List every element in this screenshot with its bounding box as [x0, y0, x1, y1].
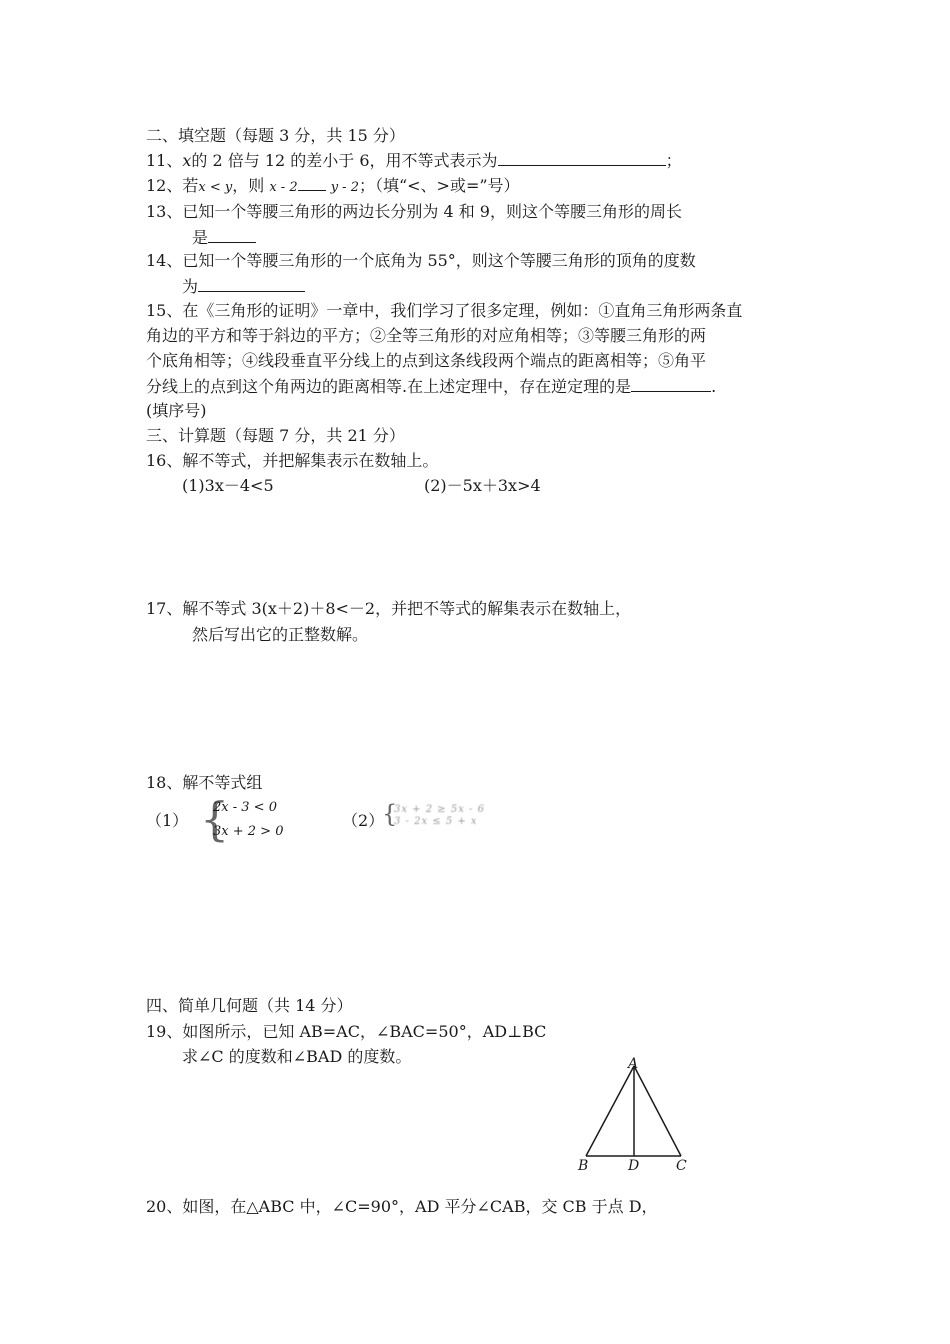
q11-number: 11、 — [146, 151, 183, 170]
question-15-line1: 15、在《三角形的证明》一章中，我们学习了很多定理，例如：①直角三角形两条直 — [146, 301, 743, 320]
vertex-label-a: A — [628, 1056, 639, 1072]
q18-part2-brace: { — [382, 800, 398, 828]
q18-part1-eq1: 2x - 3 < 0 — [213, 800, 277, 815]
side-ab — [586, 1066, 634, 1156]
q11-variable: x — [182, 151, 192, 170]
vertex-label-d: D — [628, 1158, 640, 1174]
q13-answer-blank[interactable] — [208, 226, 256, 243]
q15-line4-text: 分线上的点到这个角两边的距离相等.在上述定理中，存在逆定理的是 — [146, 377, 632, 396]
question-16-part2: (2)－5x＋3x>4 — [424, 476, 541, 495]
q18-part2-eq2: 3 - 2x ≤ 5 + x — [394, 816, 478, 827]
question-20-line1: 20、如图，在△ABC 中，∠C=90°，AD 平分∠CAB，交 CB 于点 D， — [146, 1197, 658, 1216]
q11-text: 的 2 倍与 12 的差小于 6，用不等式表示为 — [191, 151, 498, 170]
question-13-line2 — [192, 226, 256, 249]
question-19-line2: 求∠C 的度数和∠BAD 的度数。 — [182, 1047, 412, 1066]
q15-answer-blank[interactable] — [631, 375, 711, 392]
q11-answer-blank[interactable] — [498, 149, 666, 166]
question-15-line3: 个底角相等；④线段垂直平分线上的点到这条线段两个端点的距离相等；⑤角平 — [146, 351, 707, 370]
vertex-label-b: B — [578, 1158, 589, 1174]
q18-part1-brace: { — [200, 792, 230, 846]
q12-number: 12、若 — [146, 176, 199, 195]
question-17-line1: 17、解不等式 3(x＋2)＋8<－2，并把不等式的解集表示在数轴上， — [146, 599, 632, 618]
side-ac — [634, 1066, 681, 1156]
section-fill-header: 二、填空题（每题 3 分，共 15 分） — [146, 126, 405, 145]
question-17-line2: 然后写出它的正整数解。 — [192, 625, 369, 644]
question-14-line2 — [182, 275, 305, 298]
q12-left-expr: x - 2 — [269, 180, 298, 195]
q14-answer-blank[interactable] — [198, 275, 305, 292]
section-calc-header: 三、计算题（每题 7 分，共 21 分） — [146, 426, 405, 445]
question-18-stem: 18、解不等式组 — [146, 773, 263, 792]
triangle-figure — [570, 1052, 700, 1177]
q15-line4-end: . — [711, 377, 717, 396]
q12-mid: ，则 — [232, 176, 265, 195]
q18-part2-eq1: 3x + 2 ≥ 5x - 6 — [394, 804, 485, 815]
question-14-line1: 14、已知一个等腰三角形的一个底角为 55°，则这个等腰三角形的顶角的度数 — [146, 251, 696, 270]
q12-condition: x < y — [198, 180, 233, 195]
question-13-line1: 13、已知一个等腰三角形的两边长分别为 4 和 9，则这个等腰三角形的周长 — [146, 202, 682, 221]
q11-end: ； — [665, 151, 682, 170]
q14-line2-text: 为 — [182, 277, 199, 296]
q13-line2-text: 是 — [192, 228, 209, 247]
q18-part1-label: （1） — [146, 811, 189, 830]
q12-right-expr: y - 2 — [330, 180, 359, 195]
question-19-line1: 19、如图所示，已知 AB=AC，∠BAC=50°，AD⊥BC — [146, 1022, 547, 1041]
q18-part2-label: （2） — [342, 811, 385, 830]
question-12 — [146, 174, 520, 199]
vertex-label-c: C — [676, 1158, 687, 1174]
section-geom-header: 四、简单几何题（共 14 分） — [146, 996, 353, 1015]
question-15-line4 — [146, 375, 716, 398]
q12-answer-blank[interactable] — [298, 174, 326, 191]
q12-end: ；（填“<、>或=”号） — [358, 176, 520, 195]
question-16-part1: (1)3x－4<5 — [182, 476, 274, 495]
q18-part1-eq2: 3x + 2 > 0 — [213, 824, 284, 839]
question-15-line2: 角边的平方和等于斜边的平方；②全等三角形的对应角相等；③等腰三角形的两 — [146, 326, 707, 345]
question-16-stem: 16、解不等式，并把解集表示在数轴上。 — [146, 451, 439, 470]
question-15-line5: (填序号) — [146, 401, 207, 420]
question-11 — [146, 149, 682, 172]
